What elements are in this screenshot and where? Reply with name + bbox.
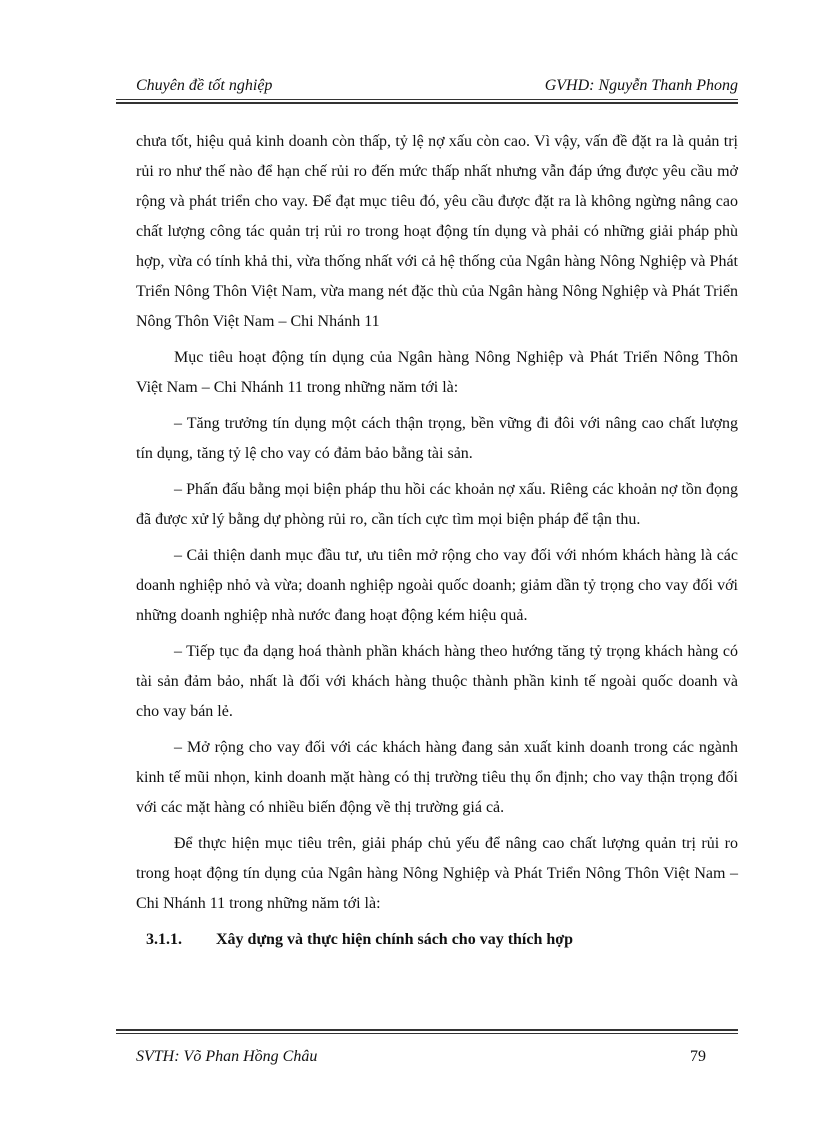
section-heading-text: Xây dựng và thực hiện chính sách cho vay thích hợp xyxy=(216,931,574,948)
bullet-paragraph-5: – Mở rộng cho vay đối với các khách hàng đang sản xuất kinh doanh trong các ngành kinh tế mũi nhọn, kinh doanh mặt hàng có thị trường tiêu thụ ổn định; cho vay thận trọng đối với các mặt hàng có nhiều biến động về thị trường giá cả. xyxy=(136,739,738,816)
bullet-paragraph-4: – Tiếp tục đa dạng hoá thành phần khách hàng theo hướng tăng tỷ trọng khách hàng có tài sản đảm bảo, nhất là đối với khách hàng thuộc thành phần kinh tế ngoài quốc doanh và cho vay bán lẻ. xyxy=(136,643,738,720)
bullet-paragraph-3: – Cải thiện danh mục đầu tư, ưu tiên mở rộng cho vay đối với nhóm khách hàng là các doanh nghiệp nhỏ và vừa; doanh nghiệp ngoài quốc doanh; giảm dần tỷ trọng cho vay đối với những doanh nghiệp nhà nước đang hoạt động kém hiệu quả. xyxy=(136,547,738,624)
footer-rule-thick xyxy=(116,1029,738,1031)
bullet-paragraph-1: – Tăng trưởng tín dụng một cách thận trọng, bền vững đi đôi với nâng cao chất lượng tín dụng, tăng tỷ lệ cho vay có đảm bảo bằng tài sản. xyxy=(136,415,738,462)
page-footer xyxy=(136,1047,706,1069)
page-number: 79 xyxy=(690,1048,706,1065)
page-header xyxy=(136,76,738,98)
paragraph-3: Để thực hiện mục tiêu trên, giải pháp chủ yếu để nâng cao chất lượng quản trị rủi ro trong hoạt động tín dụng của Ngân hàng Nông Nghiệp và Phát Triển Nông Thôn Việt Nam – Chi Nhánh 11 trong những năm tới là: xyxy=(136,835,738,912)
bullet-paragraph-2: – Phấn đấu bằng mọi biện pháp thu hồi các khoản nợ xấu. Riêng các khoản nợ tồn đọng đã được xử lý bằng dự phòng rủi ro, cần tích cực tìm mọi biện pháp để tận thu. xyxy=(136,481,738,528)
footer-student: SVTH: Võ Phan Hồng Châu xyxy=(136,1048,318,1065)
header-supervisor: GVHD: Nguyễn Thanh Phong xyxy=(544,77,738,94)
page-body xyxy=(136,127,738,961)
section-heading-number: 3.1.1. xyxy=(146,931,182,948)
header-rule-thick xyxy=(116,102,738,104)
paragraph-1: chưa tốt, hiệu quả kinh doanh còn thấp, tỷ lệ nợ xấu còn cao. Vì vậy, vấn đề đặt ra là quản trị rủi ro như thế nào để hạn chế rủi ro đến mức thấp nhất nhưng vẫn đáp ứng được yêu cầu mở rộng và phát triển cho vay. Để đạt mục tiêu đó, yêu cầu được đặt ra là không ngừng nâng cao chất lượng công tác quản trị rủi ro trong hoạt động tín dụng và phải có những giải pháp phù hợp, vừa có tính khả thi, vừa thống nhất với cả hệ thống của Ngân hàng Nông Nghiệp và Phát Triển Nông Thôn Việt Nam, vừa mang nét đặc thù của Ngân hàng Nông Nghiệp và Phát Triển Nông Thôn Việt Nam – Chi Nhánh 11 xyxy=(136,133,738,330)
section-heading xyxy=(136,925,738,955)
header-rule-thin xyxy=(116,99,738,100)
header-document-title: Chuyên đề tốt nghiệp xyxy=(136,77,273,94)
paragraph-2: Mục tiêu hoạt động tín dụng của Ngân hàng Nông Nghiệp và Phát Triển Nông Thôn Việt Nam – Chi Nhánh 11 trong những năm tới là: xyxy=(136,349,738,396)
footer-rule-thin xyxy=(116,1033,738,1034)
